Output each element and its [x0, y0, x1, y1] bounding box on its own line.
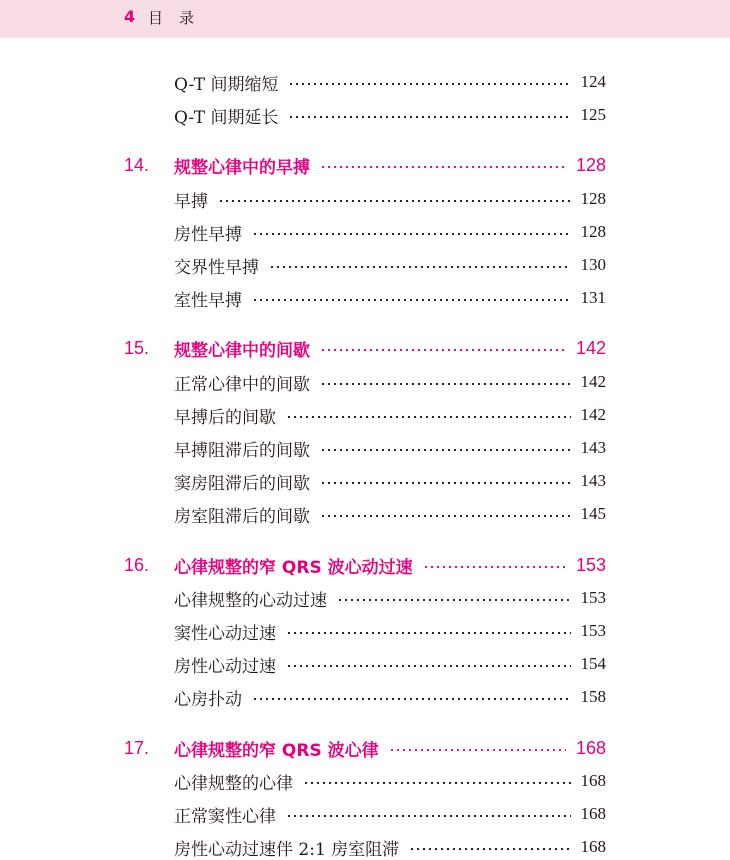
page-reference: 128	[575, 154, 606, 175]
toc-entry-row	[0, 468, 730, 494]
entry-title: 交界性早搏	[174, 257, 259, 278]
toc-entry-row	[0, 219, 730, 245]
page-reference: 158	[580, 687, 606, 706]
dot-leader	[286, 815, 571, 817]
dot-leader	[218, 200, 571, 202]
toc-entry	[174, 103, 606, 128]
toc-entry-row	[0, 435, 730, 461]
entry-title: 心房扑动	[174, 689, 242, 710]
page-reference: 143	[580, 471, 606, 490]
dot-leader	[320, 383, 571, 385]
page-reference: 168	[575, 737, 606, 758]
toc-entry	[174, 586, 606, 611]
dot-leader	[288, 116, 570, 118]
section-number: 16.	[124, 554, 150, 575]
toc-entry	[174, 685, 606, 710]
page-reference: 142	[575, 337, 606, 358]
toc-entry-row	[0, 69, 730, 95]
entry-title: 心律规整的心动过速	[174, 590, 327, 611]
page-reference: 153	[580, 588, 606, 607]
dot-leader	[252, 233, 571, 235]
toc-section-row	[0, 735, 730, 761]
dot-leader	[423, 566, 566, 568]
section-number: 14.	[124, 154, 150, 175]
dot-leader	[337, 599, 571, 601]
toc-entry	[174, 220, 606, 245]
page-reference: 168	[580, 837, 606, 856]
toc-entry	[174, 253, 606, 278]
toc-entry	[174, 70, 606, 95]
entry-title: Q-T 间期缩短	[174, 74, 279, 95]
page-reference: 153	[575, 554, 606, 575]
entry-title: 房性心动过速	[174, 656, 276, 677]
toc-entry	[174, 502, 606, 527]
toc-entry	[174, 553, 606, 578]
dot-leader	[320, 349, 566, 351]
toc-entry	[174, 286, 606, 311]
entry-title: 正常心律中的间歇	[174, 374, 310, 395]
entry-title: 心律规整的心律	[174, 773, 293, 794]
toc-section-row	[0, 335, 730, 361]
dot-leader	[320, 449, 571, 451]
page-reference: 128	[580, 189, 606, 208]
page-reference: 154	[580, 654, 606, 673]
section-number: 15.	[124, 337, 150, 358]
toc-entry-row	[0, 369, 730, 395]
dot-leader	[269, 266, 571, 268]
toc-entry	[174, 469, 606, 494]
toc-entry-row	[0, 585, 730, 611]
dot-leader	[409, 848, 570, 850]
toc-entry	[174, 187, 606, 212]
toc-entry-row	[0, 651, 730, 677]
running-header	[0, 0, 730, 38]
page-reference: 143	[580, 438, 606, 457]
toc-entry-row	[0, 768, 730, 794]
entry-title: 早搏	[174, 191, 208, 212]
entry-title: 房性早搏	[174, 224, 242, 245]
toc-entry-row	[0, 102, 730, 128]
toc-entry-row	[0, 684, 730, 710]
toc-entry	[174, 652, 606, 677]
entry-title: 房性心动过速伴 2:1 房室阻滞	[174, 839, 400, 860]
page-reference: 145	[580, 504, 606, 523]
toc-entry-row	[0, 285, 730, 311]
dot-leader	[320, 515, 571, 517]
page-reference: 131	[580, 288, 606, 307]
toc-entry	[174, 403, 606, 428]
toc-entry-row	[0, 834, 730, 860]
header-page-number: 4	[124, 7, 136, 26]
entry-title: 早搏后的间歇	[174, 407, 276, 428]
section-title: 心律规整的窄 QRS 波心律	[174, 740, 379, 761]
toc-section-row	[0, 152, 730, 178]
section-number: 17.	[124, 737, 150, 758]
dot-leader	[303, 782, 571, 784]
toc-entry-row	[0, 501, 730, 527]
page-reference: 153	[580, 621, 606, 640]
page-reference: 125	[580, 105, 606, 124]
toc-entry	[174, 370, 606, 395]
toc-entry	[174, 769, 606, 794]
section-title: 规整心律中的早搏	[174, 157, 310, 178]
toc-entry	[174, 619, 606, 644]
dot-leader	[286, 632, 571, 634]
entry-title: 室性早搏	[174, 290, 242, 311]
entry-title: 正常窦性心律	[174, 806, 276, 827]
dot-leader	[286, 665, 571, 667]
dot-leader	[288, 83, 570, 85]
toc-entry	[174, 336, 606, 361]
toc-section-row	[0, 552, 730, 578]
dot-leader	[252, 299, 571, 301]
page-reference: 124	[580, 72, 606, 91]
entry-title: 窦房阻滞后的间歇	[174, 473, 310, 494]
header-title: 目录	[148, 9, 211, 27]
toc-entry	[174, 802, 606, 827]
page-reference: 142	[580, 405, 606, 424]
page-reference: 142	[580, 372, 606, 391]
toc-entry-row	[0, 402, 730, 428]
toc-entry	[174, 153, 606, 178]
page-reference: 128	[580, 222, 606, 241]
entry-title: 窦性心动过速	[174, 623, 276, 644]
toc-entry-row	[0, 186, 730, 212]
entry-title: Q-T 间期延长	[174, 107, 279, 128]
entry-title: 房室阻滞后的间歇	[174, 506, 310, 527]
dot-leader	[320, 166, 566, 168]
dot-leader	[252, 698, 571, 700]
page-reference: 130	[580, 255, 606, 274]
page-reference: 168	[580, 804, 606, 823]
entry-title: 早搏阻滞后的间歇	[174, 440, 310, 461]
section-title: 心律规整的窄 QRS 波心动过速	[174, 557, 413, 578]
dot-leader	[389, 749, 566, 751]
toc-entry	[174, 436, 606, 461]
toc-entry-row	[0, 252, 730, 278]
page-reference: 168	[580, 771, 606, 790]
toc-entry	[174, 736, 606, 761]
section-title: 规整心律中的间歇	[174, 340, 310, 361]
dot-leader	[286, 416, 571, 418]
toc-entry-row	[0, 618, 730, 644]
dot-leader	[320, 482, 571, 484]
toc-entry-row	[0, 801, 730, 827]
